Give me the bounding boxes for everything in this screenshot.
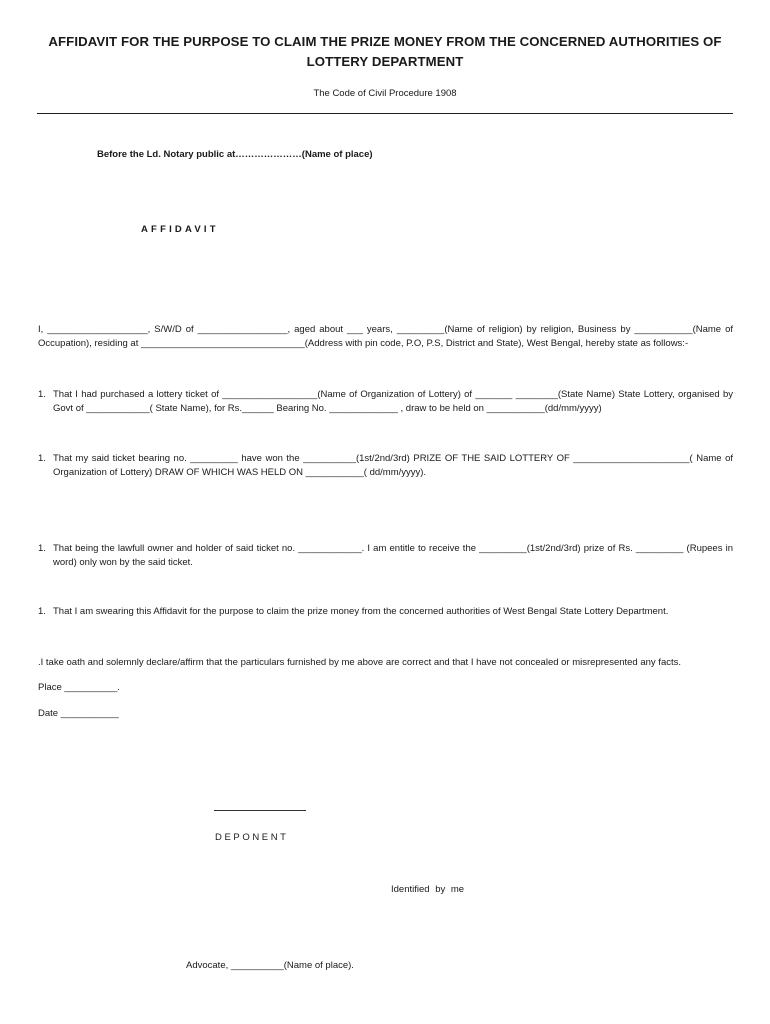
list-item-number: 1.	[38, 606, 46, 617]
oath-statement: .I take oath and solemnly declare/affirm that the particulars furnished by me above are correct and that I have not concealed or misrepresented any facts.	[38, 657, 682, 668]
list-item-number: 1.	[38, 389, 46, 400]
list-item-number: 1.	[38, 453, 46, 464]
document-subtitle: The Code of Civil Procedure 1908	[313, 88, 457, 99]
list-item-number: 1.	[38, 543, 46, 554]
identified-by-label: Identified by me	[391, 884, 465, 895]
deponent-label: DEPONENT	[215, 832, 289, 843]
list-item	[38, 388, 733, 416]
list-item-text: That I am swearing this Affidavit for the purpose to claim the prize money from the concerned authorities of West Bengal State Lottery Department.	[53, 606, 669, 617]
document-title-line-1: AFFIDAVIT FOR THE PURPOSE TO CLAIM THE PRIZE MONEY FROM THE CONCERNED AUTHORITIES OF	[48, 34, 722, 49]
document-title	[30, 32, 740, 72]
list-item	[38, 605, 733, 619]
place-field: Place __________.	[38, 682, 120, 693]
date-field: Date ___________	[38, 708, 119, 719]
affidavit-heading: AFFIDAVIT	[141, 224, 219, 235]
signature-line	[214, 810, 306, 811]
advocate-line: Advocate, __________(Name of place).	[186, 960, 354, 971]
list-item-text: That I had purchased a lottery ticket of __________________(Name of Organization of Lottery) of _______ ________(State Name) State Lottery, organised by Govt of ____________( State Name), for Rs.______ Bearing No. _____________ , draw to be held on ___________(dd/mm/yyyy)	[53, 389, 733, 414]
intro-paragraph: I, ___________________, S/W/D of _________________, aged about ___ years, _________(Name of religion) by religion, Business by ___________(Name of Occupation), residing at _______________________________(Address with pin code, P.O, P.S, District and State), West Bengal, hereby state as follows:-	[38, 324, 733, 349]
list-item-text: That my said ticket bearing no. _________ have won the __________(1st/2nd/3rd) PRIZE OF THE SAID LOTTERY OF ______________________( Name of Organization of Lottery) DRAW OF WHICH WAS HELD ON ___________( dd/mm/yyyy).	[53, 453, 733, 478]
list-item	[38, 542, 733, 570]
list-item	[38, 452, 733, 480]
horizontal-rule	[37, 113, 733, 114]
notary-line: Before the Ld. Notary public at…………………(Name of place)	[97, 149, 373, 160]
list-item-text: That being the lawfull owner and holder of said ticket no. ____________. I am entitle to receive the _________(1st/2nd/3rd) prize of Rs. _________ (Rupees in word) only won by the said ticket.	[53, 543, 733, 568]
document-title-line-2: LOTTERY DEPARTMENT	[306, 54, 464, 69]
